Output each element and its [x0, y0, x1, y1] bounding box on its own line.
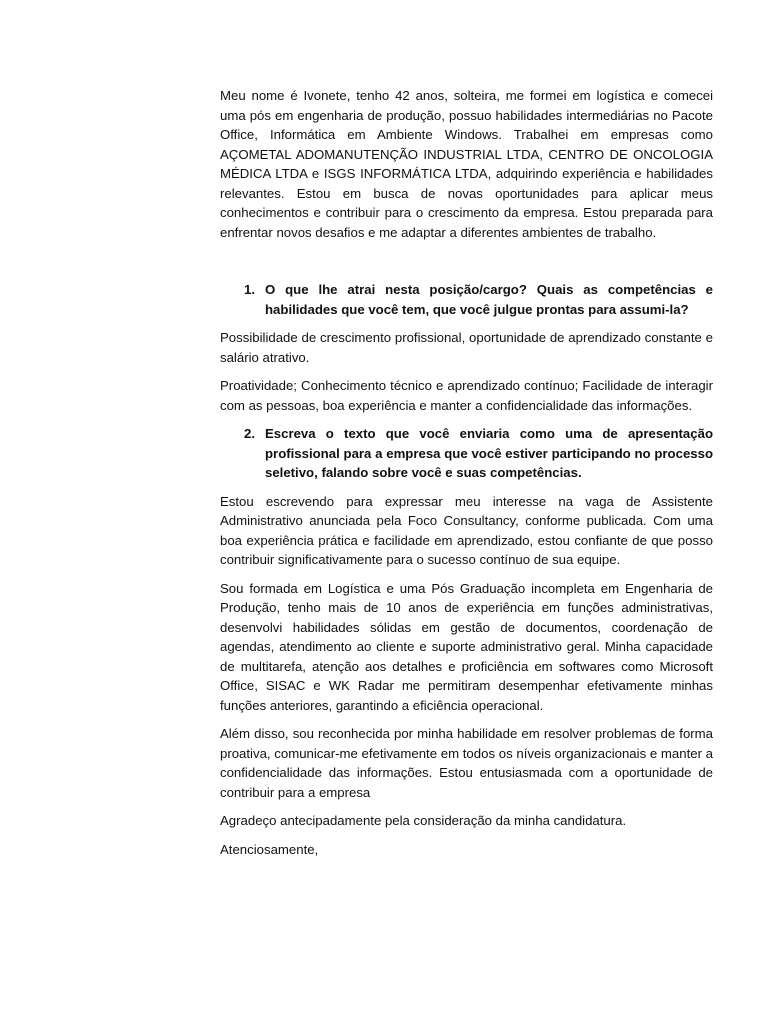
intro-paragraph: Meu nome é Ivonete, tenho 42 anos, solteira, me formei em logística e comecei uma pós em engenharia de produção, possuo habilidades intermediárias no Pacote Office, Informática em Ambiente Windows. Trabalhei em empresas como AÇOMETAL ADOMANUTENÇÃO INDUSTRIAL LTDA, CENTRO DE ONCOLOGIA MÉDICA LTDA e ISGS INFORMÁTICA LTDA, adquirindo experiência e habilidades relevantes. Estou em busca de novas oportunidades para aplicar meus conhecimentos e contribuir para o crescimento da empresa. Estou preparada para enfrentar novos desafios e me adaptar a diferentes ambientes de trabalho.	[220, 88, 713, 240]
question-2	[220, 424, 713, 483]
question-1	[220, 280, 713, 319]
answer-1-paragraph-1: Possibilidade de crescimento profissional, oportunidade de aprendizado constante e salário atrativo.	[220, 330, 713, 365]
answer-1-paragraph-2: Proatividade; Conhecimento técnico e aprendizado contínuo; Facilidade de interagir com as pessoas, boa experiência e manter a confidencialidade das informações.	[220, 378, 713, 413]
question-2-number: 2.	[244, 426, 255, 441]
document-body	[220, 86, 713, 868]
answer-2-paragraph-1: Estou escrevendo para expressar meu interesse na vaga de Assistente Administrativo anunciada pela Foco Consultancy, conforme publicada. Com uma boa experiência prática e facilidade em aprendizado, estou confiante de que posso contribuir significativamente para o sucesso contínuo de sua equipe.	[220, 493, 713, 567]
answer-2-paragraph-5: Atenciosamente,	[220, 841, 319, 857]
answer-2-paragraph-4: Agradeço antecipadamente pela consideração da minha candidatura.	[220, 813, 627, 828]
answer-2-paragraph-2: Sou formada em Logística e uma Pós Graduação incompleta em Engenharia de Produção, tenho mais de 10 anos de experiência em funções administrativas, desenvolvi habilidades sólidas em gestão de documentos, coordenação de agendas, atendimento ao cliente e suporte administrativo geral. Minha capacidade de multitarefa, atenção aos detalhes e proficiência em softwares como Microsoft Office, SISAC e WK Radar me permitiram desempenhar efetivamente minhas funções anteriores, garantindo a eficiência operacional.	[220, 580, 713, 713]
question-1-number: 1.	[244, 282, 255, 297]
answer-2-paragraph-3: Além disso, sou reconhecida por minha habilidade em resolver problemas de forma proativa, comunicar-me efetivamente em todos os níveis organizacionais e manter a confidencialidade das informações. Estou entusiasmada com a oportunidade de contribuir para a empresa	[220, 726, 713, 800]
question-1-text: O que lhe atrai nesta posição/cargo? Quais as competências e habilidades que você tem, que você julgue prontas para assumi-la?	[265, 282, 713, 317]
question-2-text: Escreva o texto que você enviaria como uma de apresentação profissional para a empresa que você estiver participando no processo seletivo, falando sobre você e suas competências.	[265, 426, 713, 480]
